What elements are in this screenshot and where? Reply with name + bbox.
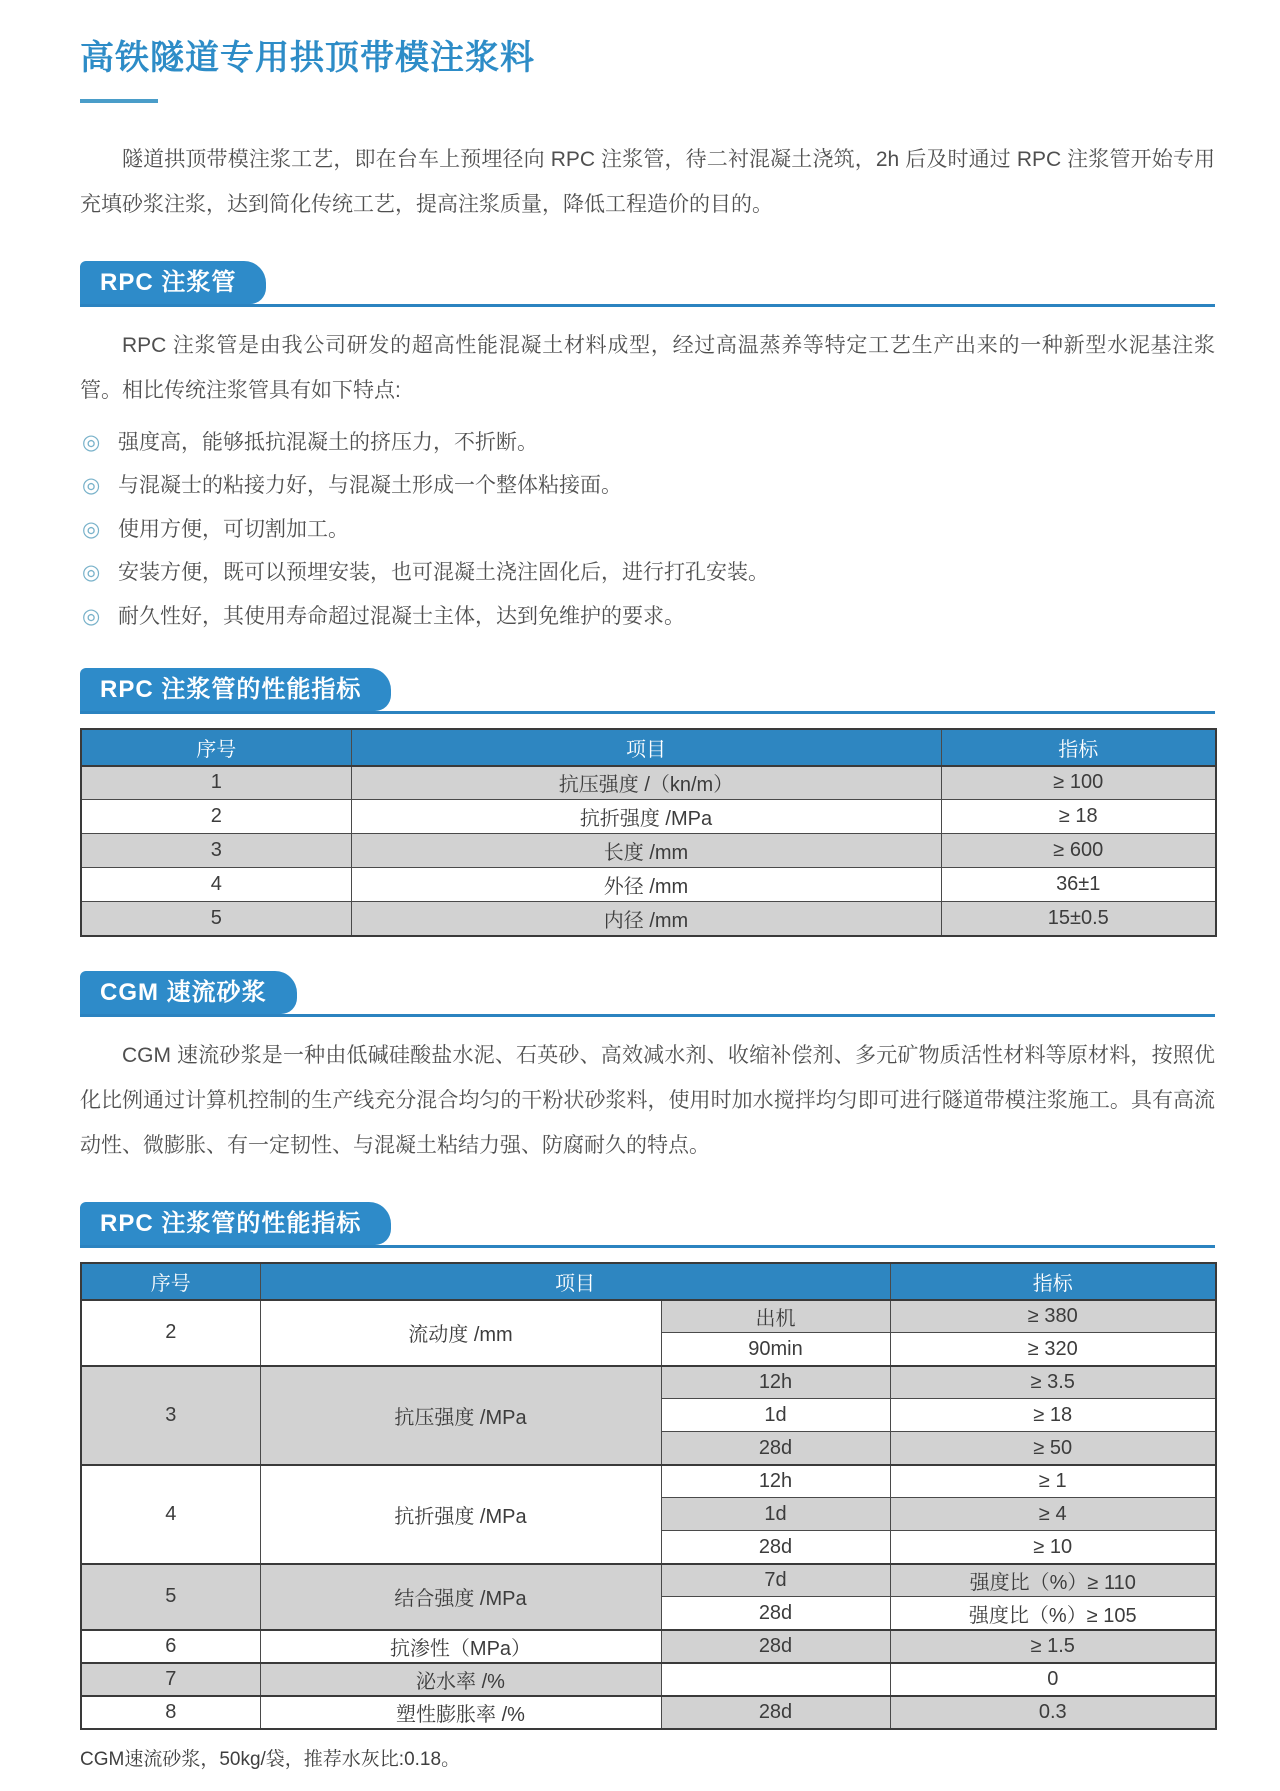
bullet-circle-icon: ◎ bbox=[82, 517, 101, 541]
cell-seq: 8 bbox=[81, 1696, 260, 1729]
cell-seq: 1 bbox=[81, 766, 351, 800]
cell-condition: 1d bbox=[661, 1399, 890, 1432]
cell-value: ≥ 380 bbox=[890, 1300, 1216, 1333]
cell-condition: 28d bbox=[661, 1696, 890, 1729]
cell-value: ≥ 100 bbox=[941, 766, 1216, 800]
table-header-row bbox=[81, 729, 1216, 766]
list-item bbox=[80, 600, 1215, 634]
cell-value: ≥ 50 bbox=[890, 1432, 1216, 1465]
rpc-description: RPC 注浆管是由我公司研发的超高性能混凝土材料成型，经过高温蒸养等特定工艺生产出来的一种新型水泥基注浆管。相比传统注浆管具有如下特点: bbox=[80, 334, 1215, 403]
cell-condition: 28d bbox=[661, 1531, 890, 1564]
cell-value: 15±0.5 bbox=[941, 902, 1216, 936]
cell-value: 强度比（%）≥ 110 bbox=[890, 1564, 1216, 1597]
cell-condition: 28d bbox=[661, 1597, 890, 1630]
bullet-text: 强度高，能够抵抗混凝土的挤压力，不折断。 bbox=[118, 430, 538, 454]
cell-item: 内径 /mm bbox=[351, 902, 941, 936]
cell-condition: 出机 bbox=[661, 1300, 890, 1333]
cell-value: 0 bbox=[890, 1663, 1216, 1696]
section-tab-cgm: CGM 速流砂浆 bbox=[80, 971, 297, 1014]
list-item bbox=[80, 426, 1215, 460]
cell-seq: 5 bbox=[81, 902, 351, 936]
table-row bbox=[81, 1465, 1216, 1498]
bullet-circle-icon: ◎ bbox=[82, 474, 101, 498]
cell-condition: 12h bbox=[661, 1465, 890, 1498]
cell-seq: 4 bbox=[81, 1465, 260, 1564]
bullet-circle-icon: ◎ bbox=[82, 561, 101, 585]
cell-value: 0.3 bbox=[890, 1696, 1216, 1729]
section-header-rpc-performance bbox=[80, 668, 1215, 714]
cell-seq: 3 bbox=[81, 834, 351, 868]
cell-item: 结合强度 /MPa bbox=[260, 1564, 661, 1630]
cell-value: ≥ 1.5 bbox=[890, 1630, 1216, 1663]
bullet-text: 耐久性好，其使用寿命超过混凝士主体，达到免维护的要求。 bbox=[118, 604, 685, 628]
rpc-performance-table bbox=[80, 728, 1217, 937]
cell-condition: 28d bbox=[661, 1630, 890, 1663]
cell-condition: 28d bbox=[661, 1432, 890, 1465]
bullet-text: 安装方便，既可以预埋安装，也可混凝土浇注固化后，进行打孔安装。 bbox=[118, 561, 769, 585]
page-title: 高铁隧道专用拱顶带模注浆料 bbox=[80, 39, 535, 77]
table-row bbox=[81, 1564, 1216, 1597]
cell-value: ≥ 18 bbox=[890, 1399, 1216, 1432]
cell-value: ≥ 3.5 bbox=[890, 1366, 1216, 1399]
cell-item: 抗折强度 /MPa bbox=[351, 800, 941, 834]
cell-item: 长度 /mm bbox=[351, 834, 941, 868]
rpc-feature-list bbox=[80, 426, 1215, 634]
list-item bbox=[80, 469, 1215, 503]
title-underline bbox=[80, 99, 158, 103]
column-header-item: 项目 bbox=[351, 729, 941, 766]
list-item bbox=[80, 513, 1215, 547]
cell-value: ≥ 4 bbox=[890, 1498, 1216, 1531]
cell-value: 36±1 bbox=[941, 868, 1216, 902]
cell-item: 泌水率 /% bbox=[260, 1663, 661, 1696]
cell-condition: 1d bbox=[661, 1498, 890, 1531]
cell-condition: 90min bbox=[661, 1333, 890, 1366]
column-header-value: 指标 bbox=[890, 1263, 1216, 1300]
table-row bbox=[81, 1630, 1216, 1663]
table-row bbox=[81, 902, 1216, 936]
cell-condition: 12h bbox=[661, 1366, 890, 1399]
table-row bbox=[81, 834, 1216, 868]
section-header-cgm-performance bbox=[80, 1202, 1215, 1248]
cell-condition bbox=[661, 1663, 890, 1696]
cell-item: 外径 /mm bbox=[351, 868, 941, 902]
table-row bbox=[81, 1696, 1216, 1729]
cell-value: ≥ 320 bbox=[890, 1333, 1216, 1366]
table-row bbox=[81, 1366, 1216, 1399]
cell-seq: 2 bbox=[81, 1300, 260, 1366]
table-row bbox=[81, 766, 1216, 800]
cell-item: 流动度 /mm bbox=[260, 1300, 661, 1366]
bullet-text: 与混凝士的粘接力好，与混凝土形成一个整体粘接面。 bbox=[118, 474, 622, 498]
cell-item: 抗渗性（MPa） bbox=[260, 1630, 661, 1663]
table-row bbox=[81, 800, 1216, 834]
section-header-cgm bbox=[80, 971, 1215, 1017]
cell-value: ≥ 600 bbox=[941, 834, 1216, 868]
table-row bbox=[81, 1300, 1216, 1333]
cell-condition: 7d bbox=[661, 1564, 890, 1597]
column-header-seq: 序号 bbox=[81, 729, 351, 766]
column-header-item: 项目 bbox=[260, 1263, 890, 1300]
cell-item: 抗压强度 /MPa bbox=[260, 1366, 661, 1465]
bullet-text: 使用方便，可切割加工。 bbox=[118, 517, 349, 541]
cgm-performance-table bbox=[80, 1262, 1217, 1730]
cell-item: 塑性膨胀率 /% bbox=[260, 1696, 661, 1729]
cell-value: ≥ 1 bbox=[890, 1465, 1216, 1498]
list-item bbox=[80, 556, 1215, 590]
cell-item: 抗折强度 /MPa bbox=[260, 1465, 661, 1564]
section-tab-cgm-performance: RPC 注浆管的性能指标 bbox=[80, 1202, 391, 1245]
column-header-value: 指标 bbox=[941, 729, 1216, 766]
cell-seq: 7 bbox=[81, 1663, 260, 1696]
table-header-row bbox=[81, 1263, 1216, 1300]
section-tab-rpc-performance: RPC 注浆管的性能指标 bbox=[80, 668, 391, 711]
cell-seq: 6 bbox=[81, 1630, 260, 1663]
cgm-description: CGM 速流砂浆是一种由低碱硅酸盐水泥、石英砂、高效减水剂、收缩补偿剂、多元矿物质活性材料等原材料，按照优化比例通过计算机控制的生产线充分混合均匀的干粉状砂浆料，使用时加水搅拌均匀即可进行隧道带模注浆施工。具有高流动性、微膨胀、有一定韧性、与混凝土粘结力强、防腐耐久的特点。 bbox=[80, 1043, 1215, 1157]
cell-seq: 2 bbox=[81, 800, 351, 834]
section-tab-rpc: RPC 注浆管 bbox=[80, 261, 266, 304]
table-row bbox=[81, 868, 1216, 902]
bullet-circle-icon: ◎ bbox=[82, 430, 101, 454]
section-header-rpc bbox=[80, 261, 1215, 307]
cell-seq: 4 bbox=[81, 868, 351, 902]
cell-seq: 3 bbox=[81, 1366, 260, 1465]
cell-value: ≥ 10 bbox=[890, 1531, 1216, 1564]
bullet-circle-icon: ◎ bbox=[82, 604, 101, 628]
cell-value: 强度比（%）≥ 105 bbox=[890, 1597, 1216, 1630]
column-header-seq: 序号 bbox=[81, 1263, 260, 1300]
cell-seq: 5 bbox=[81, 1564, 260, 1630]
footer-note: CGM速流砂浆，50kg/袋，推荐水灰比:0.18。 bbox=[80, 1748, 461, 1770]
cell-item: 抗压强度 /（kn/m） bbox=[351, 766, 941, 800]
table-row bbox=[81, 1663, 1216, 1696]
intro-paragraph: 隧道拱顶带模注浆工艺，即在台车上预埋径向 RPC 注浆管，待二衬混凝土浇筑，2h 后及时通过 RPC 注浆管开始专用充填砂浆注浆，达到简化传统工艺，提高注浆质量，降低工程造价的目的。 bbox=[80, 148, 1215, 217]
cell-value: ≥ 18 bbox=[941, 800, 1216, 834]
